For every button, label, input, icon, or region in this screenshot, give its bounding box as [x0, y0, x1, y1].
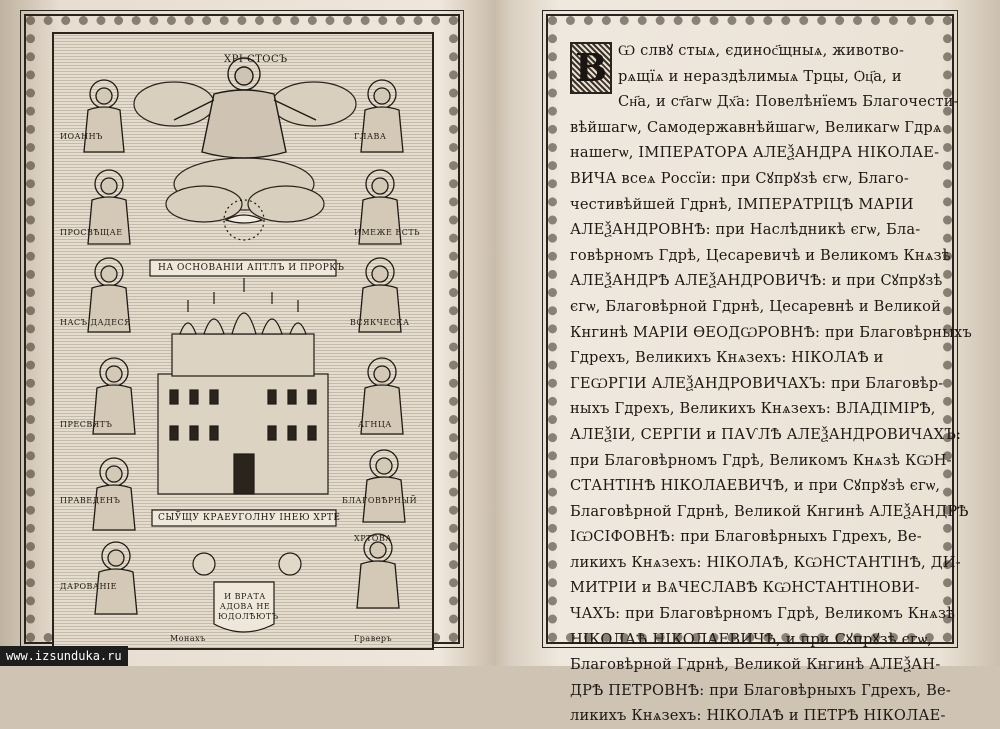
text-line: АЛЕѮАНДРѢ АЛЕѮАНДРОВИЧѢ: и при Сꙋпрꙋзѣ — [570, 272, 943, 290]
cathedral — [158, 278, 328, 494]
signature-right: Граверъ — [354, 634, 393, 643]
foundation-banner: НА ОСНОВАНІИ АПТЛЪ И ПРОРКЪ — [158, 263, 345, 273]
figure-label: ПРЕСВЯТЪ — [60, 420, 113, 429]
drop-cap: В — [570, 42, 612, 94]
cornerstone-banner: СЫЎЩУ КРАЕУГОЛНУ ІНЕЮ ХРТЕ — [158, 513, 341, 523]
figure-label: АГНЦА — [358, 420, 392, 429]
figure-label: БЛАГОВѢРНЫЙ — [342, 496, 418, 505]
text-line: ГЕѠРГІИ АЛЕѮАНДРОВИЧАХЪ: при Благовѣр- — [570, 374, 944, 392]
text-block — [570, 38, 972, 725]
text-line: ІѠСІФОВНѢ: при Благовѣрныхъ Гдрехъ, Ве- — [570, 528, 922, 546]
text-line: ДРѢ ПЕТРОВНѢ: при Благовѣрныхъ Гдрехъ, Ве- — [570, 681, 951, 699]
figure-label: НАСЪ ДАДЕСЯ — [60, 318, 132, 327]
hades-shield-text: И ВРАТА АДОВА НЕ ЮДОЛѢЮТЪ — [218, 592, 279, 621]
figure-label: ПРАВЕДЕНЪ — [60, 496, 121, 505]
text-line: ВИЧА всеѧ Россїи: при Сꙋпрꙋзѣ єгѡ, Благо- — [570, 169, 909, 187]
figure-label: ПРОСВѢЩАЕ — [60, 228, 123, 237]
text-line: Сн҃а, и ст҃агѡ Дх҃а: Повелѣнїемъ Благочести- — [618, 93, 959, 111]
text-line: при Благовѣрномъ Гдрѣ, Великомъ Кнѧзѣ КѠН- — [570, 451, 952, 469]
figure-label: ГЛАВА — [354, 132, 387, 141]
engraving-illustration — [52, 32, 434, 650]
right-page — [508, 0, 1000, 725]
text-line: рѧщїѧ и нераздѣлимыѧ Трцы, Ѻц҃а, и — [618, 67, 902, 85]
text-line: Ѡ слвꙋ стыѧ, єдинос҃щныѧ, животво- — [618, 42, 905, 59]
text-line: Гдрехъ, Великихъ Кнѧзехъ: НІКОЛАѢ и — [570, 349, 884, 367]
text-line: ликихъ Кнѧзехъ: НІКОЛАѢ, КѠНСТАНТІНѢ, ДИ- — [570, 553, 961, 571]
text-line: НІКОЛАѢ НІКОЛАЕВИЧѢ, и при Сꙋпрꙋзѣ єгѡ, — [570, 630, 933, 648]
text-line: СТАНТІНѢ НІКОЛАЕВИЧѢ, и при Сꙋпрꙋзѣ єгѡ, — [570, 477, 941, 495]
figure-label: ВСЯКЧЕСКА — [350, 318, 410, 327]
text-line: МИТРІИ и ВѦЧЕСЛАВѢ КѠНСТАНТІНОВИ- — [570, 579, 920, 597]
text-line: АЛЕѮАНДРОВНѢ: при Наслѣдникѣ єгѡ, Бла- — [570, 221, 921, 239]
figure-label: ХРТОВА — [354, 534, 392, 543]
text-line: нашегѡ, ІМПЕРАТОРА АЛЕѮАНДРА НІКОЛАЕ- — [570, 144, 940, 162]
signature-left: Монахъ — [170, 634, 206, 643]
figure-label: ДАРОВАНІЕ — [60, 582, 117, 591]
figure-label: ИМЕЖЕ ЕСТЬ — [354, 228, 421, 237]
christ-heading: ХРІ СТОСЪ — [224, 54, 288, 65]
figure-label: ИОАННЪ — [60, 132, 103, 141]
text-line: Кнгинѣ МАРІИ ѲЕОДѠРОВНѢ: при Благовѣрныхъ — [570, 323, 972, 341]
text-line: говѣрномъ Гдрѣ, Цесаревичѣ и Великомъ Кнѧзѣ — [570, 246, 951, 264]
left-page — [0, 0, 492, 666]
text-line: ликихъ Кнѧзехъ: НІКОЛАѢ и ПЕТРѢ НІКОЛАЕ- — [570, 707, 946, 725]
text-line: честивѣйшей Гдрнѣ, ІМПЕРАТРІЦѢ МАРІИ — [570, 195, 914, 213]
text-lines — [570, 38, 972, 729]
watermark-url: www.izsunduka.ru — [0, 646, 128, 666]
text-line: АЛЕѮІИ, СЕРГІИ и ПАѴЛѢ АЛЕѮАНДРОВИЧАХЪ: — [570, 425, 962, 443]
text-line: вѣйшагѡ, Самодержавнѣйшагѡ, Великагѡ Гдрѧ — [570, 118, 942, 136]
text-line: ЧАХЪ: при Благовѣрномъ Гдрѣ, Великомъ Кнѧзѣ — [570, 605, 956, 623]
text-line: ныхъ Гдрехъ, Великихъ Кнѧзехъ: ВЛАДІМІРѢ, — [570, 400, 936, 418]
text-line: Благовѣрной Гдрнѣ, Великой Кнгинѣ АЛЕѮАНДРѢ — [570, 502, 969, 520]
text-line: Благовѣрной Гдрнѣ, Великой Кнгинѣ АЛЕѮАН- — [570, 656, 941, 674]
engraving-art — [54, 34, 432, 648]
text-line: єгѡ, Благовѣрной Гдрнѣ, Цесаревнѣ и Великой — [570, 297, 942, 315]
